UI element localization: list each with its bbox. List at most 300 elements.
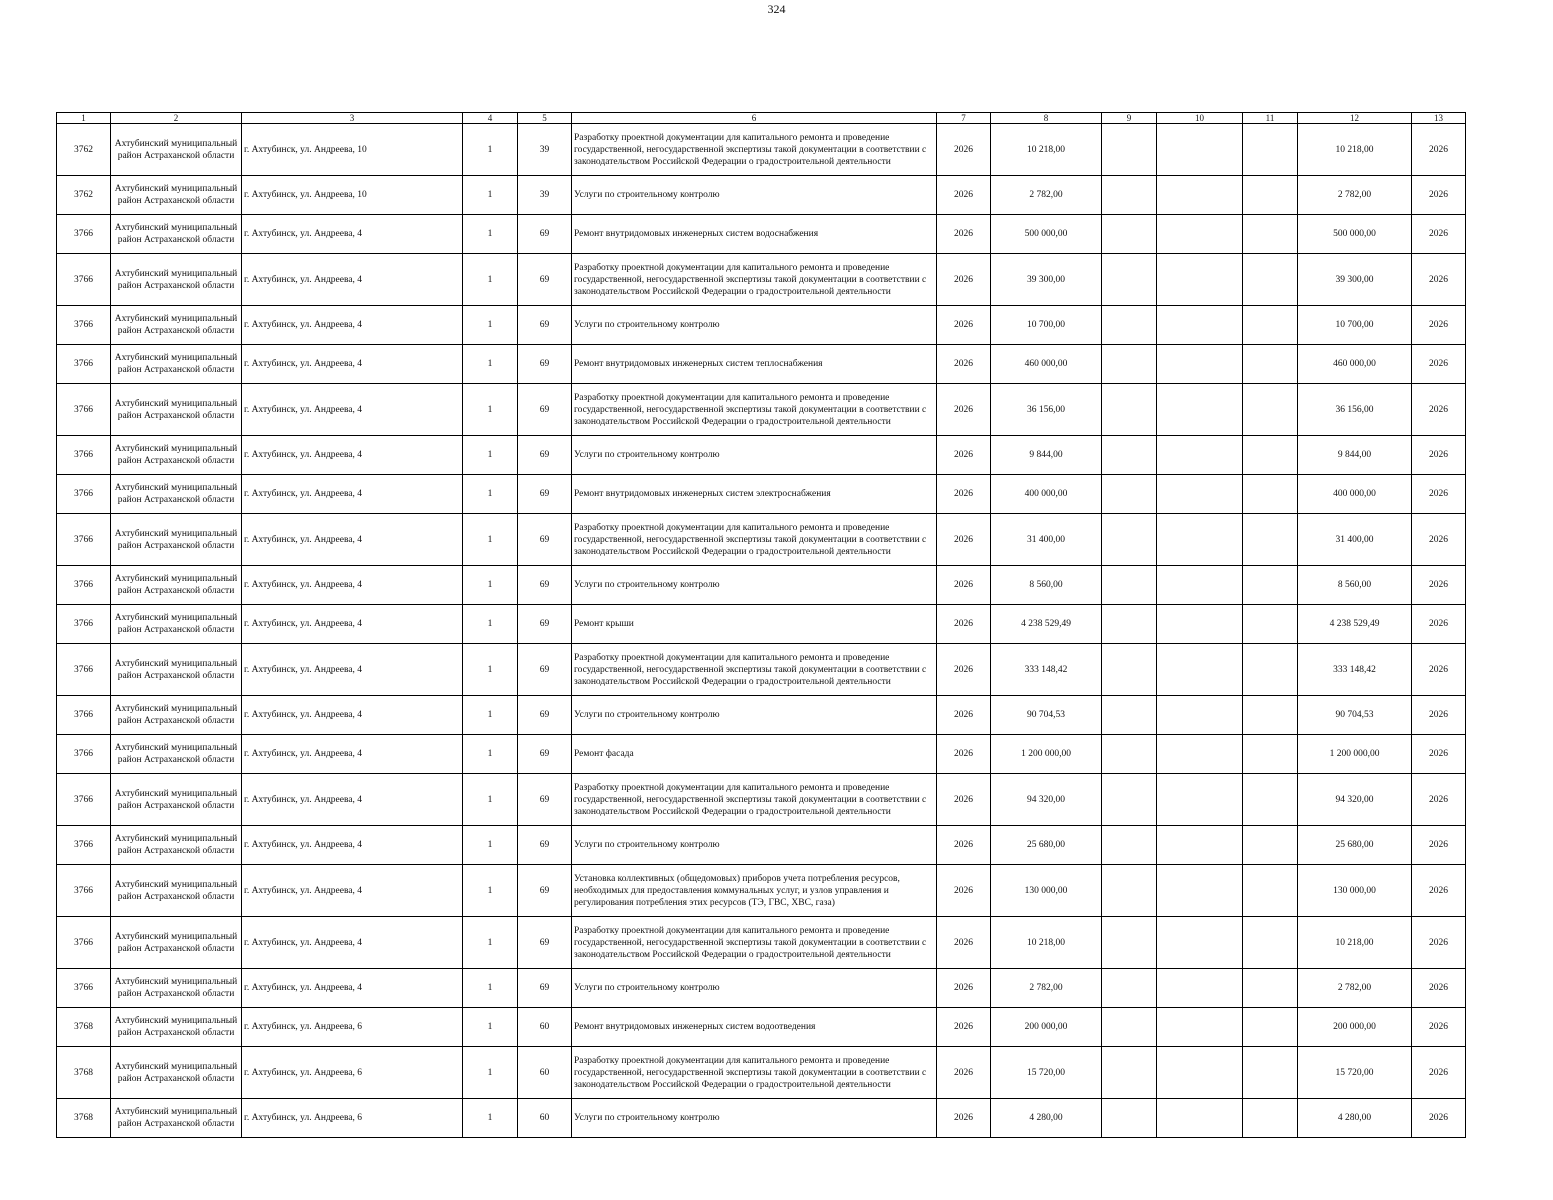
cell-address: г. Ахтубинск, ул. Андреева, 6 — [242, 1008, 463, 1047]
cell-amount: 1 200 000,00 — [991, 735, 1102, 774]
cell-amount: 25 680,00 — [991, 826, 1102, 865]
cell-col4: 1 — [463, 1099, 518, 1138]
cell-col12-amount: 8 560,00 — [1298, 566, 1412, 605]
cell-col4: 1 — [463, 735, 518, 774]
cell-col4: 1 — [463, 124, 518, 176]
cell-work-type: Услуги по строительному контролю — [572, 566, 937, 605]
cell-col11 — [1243, 514, 1298, 566]
table-row — [57, 774, 1466, 826]
cell-municipality: Ахтубинский муниципальный район Астраханской области — [111, 306, 242, 345]
cell-col13-year: 2026 — [1412, 969, 1466, 1008]
cell-municipality: Ахтубинский муниципальный район Астраханской области — [111, 475, 242, 514]
cell-col9 — [1102, 215, 1157, 254]
cell-amount: 36 156,00 — [991, 384, 1102, 436]
cell-col10 — [1157, 384, 1243, 436]
column-header: 2 — [111, 113, 242, 124]
cell-work-type: Услуги по строительному контролю — [572, 696, 937, 735]
cell-col4: 1 — [463, 215, 518, 254]
cell-col10 — [1157, 124, 1243, 176]
column-header: 1 — [57, 113, 111, 124]
cell-address: г. Ахтубинск, ул. Андреева, 4 — [242, 566, 463, 605]
cell-col11 — [1243, 917, 1298, 969]
cell-municipality: Ахтубинский муниципальный район Астраханской области — [111, 1099, 242, 1138]
cell-col12-amount: 4 238 529,49 — [1298, 605, 1412, 644]
table-row — [57, 735, 1466, 774]
table-row — [57, 1047, 1466, 1099]
cell-address: г. Ахтубинск, ул. Андреева, 4 — [242, 306, 463, 345]
cell-amount: 31 400,00 — [991, 514, 1102, 566]
cell-id: 3766 — [57, 436, 111, 475]
cell-col9 — [1102, 384, 1157, 436]
cell-col10 — [1157, 1008, 1243, 1047]
cell-amount: 9 844,00 — [991, 436, 1102, 475]
column-header: 8 — [991, 113, 1102, 124]
cell-address: г. Ахтубинск, ул. Андреева, 4 — [242, 345, 463, 384]
cell-address: г. Ахтубинск, ул. Андреева, 4 — [242, 865, 463, 917]
cell-col11 — [1243, 696, 1298, 735]
cell-col10 — [1157, 1099, 1243, 1138]
cell-col13-year: 2026 — [1412, 865, 1466, 917]
cell-municipality: Ахтубинский муниципальный район Астраханской области — [111, 774, 242, 826]
column-header: 6 — [572, 113, 937, 124]
cell-amount: 4 280,00 — [991, 1099, 1102, 1138]
cell-col10 — [1157, 865, 1243, 917]
cell-municipality: Ахтубинский муниципальный район Астраханской области — [111, 865, 242, 917]
cell-id: 3768 — [57, 1047, 111, 1099]
table-row — [57, 826, 1466, 865]
cell-col11 — [1243, 124, 1298, 176]
cell-address: г. Ахтубинск, ул. Андреева, 4 — [242, 735, 463, 774]
cell-col9 — [1102, 514, 1157, 566]
cell-col10 — [1157, 605, 1243, 644]
cell-col4: 1 — [463, 865, 518, 917]
cell-col9 — [1102, 1008, 1157, 1047]
cell-year: 2026 — [937, 826, 991, 865]
cell-col5: 69 — [518, 384, 572, 436]
cell-col11 — [1243, 475, 1298, 514]
cell-address: г. Ахтубинск, ул. Андреева, 4 — [242, 969, 463, 1008]
cell-col4: 1 — [463, 436, 518, 475]
cell-address: г. Ахтубинск, ул. Андреева, 4 — [242, 384, 463, 436]
cell-col12-amount: 460 000,00 — [1298, 345, 1412, 384]
cell-col13-year: 2026 — [1412, 215, 1466, 254]
cell-year: 2026 — [937, 1008, 991, 1047]
cell-col12-amount: 10 218,00 — [1298, 917, 1412, 969]
table-row — [57, 566, 1466, 605]
cell-col5: 69 — [518, 696, 572, 735]
column-header: 9 — [1102, 113, 1157, 124]
capital-repair-table — [56, 112, 1466, 1138]
cell-amount: 460 000,00 — [991, 345, 1102, 384]
cell-col13-year: 2026 — [1412, 1099, 1466, 1138]
cell-col12-amount: 500 000,00 — [1298, 215, 1412, 254]
cell-municipality: Ахтубинский муниципальный район Астраханской области — [111, 735, 242, 774]
cell-col11 — [1243, 254, 1298, 306]
cell-col10 — [1157, 774, 1243, 826]
cell-col11 — [1243, 969, 1298, 1008]
cell-col12-amount: 90 704,53 — [1298, 696, 1412, 735]
cell-id: 3766 — [57, 254, 111, 306]
cell-col10 — [1157, 254, 1243, 306]
cell-amount: 400 000,00 — [991, 475, 1102, 514]
cell-col5: 60 — [518, 1008, 572, 1047]
cell-work-type: Услуги по строительному контролю — [572, 176, 937, 215]
cell-id: 3768 — [57, 1008, 111, 1047]
cell-amount: 10 218,00 — [991, 124, 1102, 176]
cell-work-type: Разработку проектной документации для капитального ремонта и проведение государственной, негосударственной экспертизы такой документации в соответствии с законодательством Российской Федерации о градостроительной деятельности — [572, 514, 937, 566]
cell-col13-year: 2026 — [1412, 254, 1466, 306]
cell-work-type: Разработку проектной документации для капитального ремонта и проведение государственной, негосударственной экспертизы такой документации в соответствии с законодательством Российской Федерации о градостроительной деятельности — [572, 644, 937, 696]
cell-col9 — [1102, 345, 1157, 384]
cell-amount: 333 148,42 — [991, 644, 1102, 696]
cell-address: г. Ахтубинск, ул. Андреева, 4 — [242, 514, 463, 566]
cell-col12-amount: 94 320,00 — [1298, 774, 1412, 826]
cell-work-type: Ремонт внутридомовых инженерных систем теплоснабжения — [572, 345, 937, 384]
cell-municipality: Ахтубинский муниципальный район Астраханской области — [111, 969, 242, 1008]
cell-work-type: Ремонт внутридомовых инженерных систем водоснабжения — [572, 215, 937, 254]
cell-col9 — [1102, 969, 1157, 1008]
cell-col13-year: 2026 — [1412, 384, 1466, 436]
cell-work-type: Ремонт внутридомовых инженерных систем водоотведения — [572, 1008, 937, 1047]
cell-col5: 69 — [518, 345, 572, 384]
cell-col4: 1 — [463, 475, 518, 514]
cell-id: 3766 — [57, 917, 111, 969]
cell-col5: 69 — [518, 774, 572, 826]
cell-col9 — [1102, 254, 1157, 306]
cell-id: 3768 — [57, 1099, 111, 1138]
cell-col4: 1 — [463, 254, 518, 306]
cell-municipality: Ахтубинский муниципальный район Астраханской области — [111, 176, 242, 215]
cell-municipality: Ахтубинский муниципальный район Астраханской области — [111, 254, 242, 306]
cell-amount: 15 720,00 — [991, 1047, 1102, 1099]
cell-col12-amount: 10 218,00 — [1298, 124, 1412, 176]
cell-col4: 1 — [463, 384, 518, 436]
column-header: 5 — [518, 113, 572, 124]
cell-address: г. Ахтубинск, ул. Андреева, 4 — [242, 644, 463, 696]
cell-col13-year: 2026 — [1412, 644, 1466, 696]
cell-address: г. Ахтубинск, ул. Андреева, 10 — [242, 176, 463, 215]
cell-col13-year: 2026 — [1412, 475, 1466, 514]
cell-col10 — [1157, 644, 1243, 696]
cell-col9 — [1102, 1047, 1157, 1099]
cell-col9 — [1102, 306, 1157, 345]
table-row — [57, 1008, 1466, 1047]
cell-col4: 1 — [463, 1008, 518, 1047]
cell-col13-year: 2026 — [1412, 605, 1466, 644]
column-header: 7 — [937, 113, 991, 124]
cell-work-type: Ремонт внутридомовых инженерных систем электроснабжения — [572, 475, 937, 514]
cell-col9 — [1102, 826, 1157, 865]
cell-col12-amount: 4 280,00 — [1298, 1099, 1412, 1138]
table-row — [57, 605, 1466, 644]
cell-col4: 1 — [463, 345, 518, 384]
table-row — [57, 436, 1466, 475]
cell-work-type: Разработку проектной документации для капитального ремонта и проведение государственной, негосударственной экспертизы такой документации в соответствии с законодательством Российской Федерации о градостроительной деятельности — [572, 917, 937, 969]
table-row — [57, 306, 1466, 345]
table-row — [57, 176, 1466, 215]
cell-col10 — [1157, 696, 1243, 735]
cell-address: г. Ахтубинск, ул. Андреева, 4 — [242, 917, 463, 969]
cell-year: 2026 — [937, 774, 991, 826]
page-number: 324 — [767, 2, 786, 16]
cell-municipality: Ахтубинский муниципальный район Астраханской области — [111, 1008, 242, 1047]
column-header: 11 — [1243, 113, 1298, 124]
cell-work-type: Разработку проектной документации для капитального ремонта и проведение государственной, негосударственной экспертизы такой документации в соответствии с законодательством Российской Федерации о градостроительной деятельности — [572, 1047, 937, 1099]
cell-address: г. Ахтубинск, ул. Андреева, 10 — [242, 124, 463, 176]
cell-col13-year: 2026 — [1412, 124, 1466, 176]
cell-municipality: Ахтубинский муниципальный район Астраханской области — [111, 696, 242, 735]
cell-municipality: Ахтубинский муниципальный район Астраханской области — [111, 514, 242, 566]
cell-col4: 1 — [463, 566, 518, 605]
cell-col9 — [1102, 475, 1157, 514]
cell-col5: 69 — [518, 917, 572, 969]
cell-col9 — [1102, 124, 1157, 176]
cell-col10 — [1157, 969, 1243, 1008]
cell-col12-amount: 400 000,00 — [1298, 475, 1412, 514]
cell-year: 2026 — [937, 176, 991, 215]
cell-col4: 1 — [463, 696, 518, 735]
cell-id: 3766 — [57, 566, 111, 605]
cell-municipality: Ахтубинский муниципальный район Астраханской области — [111, 436, 242, 475]
cell-col12-amount: 333 148,42 — [1298, 644, 1412, 696]
table-body — [57, 124, 1466, 1138]
cell-year: 2026 — [937, 1047, 991, 1099]
cell-col12-amount: 2 782,00 — [1298, 969, 1412, 1008]
cell-col12-amount: 1 200 000,00 — [1298, 735, 1412, 774]
cell-year: 2026 — [937, 1099, 991, 1138]
table-row — [57, 345, 1466, 384]
table-row — [57, 475, 1466, 514]
cell-year: 2026 — [937, 514, 991, 566]
cell-id: 3766 — [57, 735, 111, 774]
cell-col9 — [1102, 605, 1157, 644]
cell-col11 — [1243, 306, 1298, 345]
cell-municipality: Ахтубинский муниципальный район Астраханской области — [111, 826, 242, 865]
cell-amount: 130 000,00 — [991, 865, 1102, 917]
cell-year: 2026 — [937, 436, 991, 475]
table-row — [57, 254, 1466, 306]
cell-amount: 2 782,00 — [991, 176, 1102, 215]
cell-col5: 69 — [518, 436, 572, 475]
cell-id: 3766 — [57, 696, 111, 735]
cell-municipality: Ахтубинский муниципальный район Астраханской области — [111, 1047, 242, 1099]
cell-col10 — [1157, 566, 1243, 605]
cell-col10 — [1157, 345, 1243, 384]
cell-id: 3766 — [57, 345, 111, 384]
cell-municipality: Ахтубинский муниципальный район Астраханской области — [111, 215, 242, 254]
cell-address: г. Ахтубинск, ул. Андреева, 4 — [242, 436, 463, 475]
cell-year: 2026 — [937, 215, 991, 254]
cell-year: 2026 — [937, 969, 991, 1008]
cell-municipality: Ахтубинский муниципальный район Астраханской области — [111, 917, 242, 969]
cell-col5: 69 — [518, 826, 572, 865]
table-row — [57, 644, 1466, 696]
cell-col9 — [1102, 696, 1157, 735]
cell-municipality: Ахтубинский муниципальный район Астраханской области — [111, 124, 242, 176]
cell-col13-year: 2026 — [1412, 917, 1466, 969]
cell-col5: 69 — [518, 475, 572, 514]
cell-amount: 10 218,00 — [991, 917, 1102, 969]
cell-id: 3766 — [57, 514, 111, 566]
cell-col9 — [1102, 176, 1157, 215]
cell-id: 3766 — [57, 215, 111, 254]
cell-amount: 90 704,53 — [991, 696, 1102, 735]
cell-col10 — [1157, 514, 1243, 566]
cell-municipality: Ахтубинский муниципальный район Астраханской области — [111, 345, 242, 384]
cell-work-type: Установка коллективных (общедомовых) приборов учета потребления ресурсов, необходимых для предоставления коммунальных услуг, и узлов управления и регулирования потребления этих ресурсов (ТЭ, ГВС, ХВС, газа) — [572, 865, 937, 917]
cell-col9 — [1102, 644, 1157, 696]
cell-amount: 200 000,00 — [991, 1008, 1102, 1047]
cell-col4: 1 — [463, 1047, 518, 1099]
cell-address: г. Ахтубинск, ул. Андреева, 4 — [242, 774, 463, 826]
table-row — [57, 865, 1466, 917]
cell-col5: 69 — [518, 514, 572, 566]
cell-address: г. Ахтубинск, ул. Андреева, 6 — [242, 1047, 463, 1099]
cell-col13-year: 2026 — [1412, 436, 1466, 475]
table-row — [57, 696, 1466, 735]
cell-col4: 1 — [463, 969, 518, 1008]
cell-col5: 69 — [518, 644, 572, 696]
cell-col5: 69 — [518, 735, 572, 774]
cell-col12-amount: 130 000,00 — [1298, 865, 1412, 917]
cell-col10 — [1157, 215, 1243, 254]
cell-col10 — [1157, 735, 1243, 774]
cell-amount: 8 560,00 — [991, 566, 1102, 605]
cell-municipality: Ахтубинский муниципальный район Астраханской области — [111, 644, 242, 696]
cell-amount: 2 782,00 — [991, 969, 1102, 1008]
cell-col12-amount: 2 782,00 — [1298, 176, 1412, 215]
column-number-row — [57, 113, 1466, 124]
cell-work-type: Разработку проектной документации для капитального ремонта и проведение государственной, негосударственной экспертизы такой документации в соответствии с законодательством Российской Федерации о градостроительной деятельности — [572, 384, 937, 436]
cell-col5: 69 — [518, 254, 572, 306]
cell-col12-amount: 10 700,00 — [1298, 306, 1412, 345]
cell-year: 2026 — [937, 384, 991, 436]
cell-col9 — [1102, 917, 1157, 969]
cell-col13-year: 2026 — [1412, 566, 1466, 605]
cell-col5: 60 — [518, 1099, 572, 1138]
column-header: 4 — [463, 113, 518, 124]
cell-col11 — [1243, 384, 1298, 436]
cell-col10 — [1157, 436, 1243, 475]
cell-col4: 1 — [463, 826, 518, 865]
cell-amount: 4 238 529,49 — [991, 605, 1102, 644]
cell-col13-year: 2026 — [1412, 735, 1466, 774]
table-row — [57, 215, 1466, 254]
cell-id: 3762 — [57, 176, 111, 215]
cell-year: 2026 — [937, 254, 991, 306]
cell-col13-year: 2026 — [1412, 774, 1466, 826]
cell-col11 — [1243, 644, 1298, 696]
cell-col12-amount: 25 680,00 — [1298, 826, 1412, 865]
cell-col5: 69 — [518, 215, 572, 254]
cell-id: 3766 — [57, 384, 111, 436]
cell-work-type: Ремонт фасада — [572, 735, 937, 774]
cell-col5: 69 — [518, 605, 572, 644]
cell-work-type: Услуги по строительному контролю — [572, 1099, 937, 1138]
column-header: 10 — [1157, 113, 1243, 124]
cell-col13-year: 2026 — [1412, 176, 1466, 215]
cell-year: 2026 — [937, 917, 991, 969]
cell-col12-amount: 39 300,00 — [1298, 254, 1412, 306]
cell-col11 — [1243, 774, 1298, 826]
cell-col9 — [1102, 1099, 1157, 1138]
cell-municipality: Ахтубинский муниципальный район Астраханской области — [111, 605, 242, 644]
cell-year: 2026 — [937, 735, 991, 774]
cell-work-type: Услуги по строительному контролю — [572, 969, 937, 1008]
cell-year: 2026 — [937, 124, 991, 176]
cell-col9 — [1102, 735, 1157, 774]
cell-municipality: Ахтубинский муниципальный район Астраханской области — [111, 566, 242, 605]
cell-col9 — [1102, 774, 1157, 826]
cell-col10 — [1157, 1047, 1243, 1099]
cell-col13-year: 2026 — [1412, 345, 1466, 384]
cell-col11 — [1243, 436, 1298, 475]
cell-amount: 10 700,00 — [991, 306, 1102, 345]
table-row — [57, 514, 1466, 566]
cell-col11 — [1243, 865, 1298, 917]
cell-col4: 1 — [463, 605, 518, 644]
cell-col5: 69 — [518, 566, 572, 605]
table-row — [57, 384, 1466, 436]
cell-year: 2026 — [937, 865, 991, 917]
cell-amount: 39 300,00 — [991, 254, 1102, 306]
cell-col10 — [1157, 826, 1243, 865]
cell-address: г. Ахтубинск, ул. Андреева, 4 — [242, 254, 463, 306]
cell-col12-amount: 15 720,00 — [1298, 1047, 1412, 1099]
cell-amount: 500 000,00 — [991, 215, 1102, 254]
cell-col5: 39 — [518, 176, 572, 215]
column-header: 13 — [1412, 113, 1466, 124]
cell-address: г. Ахтубинск, ул. Андреева, 4 — [242, 215, 463, 254]
cell-address: г. Ахтубинск, ул. Андреева, 4 — [242, 696, 463, 735]
cell-work-type: Разработку проектной документации для капитального ремонта и проведение государственной, негосударственной экспертизы такой документации в соответствии с законодательством Российской Федерации о градостроительной деятельности — [572, 254, 937, 306]
cell-col13-year: 2026 — [1412, 1008, 1466, 1047]
cell-col13-year: 2026 — [1412, 826, 1466, 865]
cell-year: 2026 — [937, 306, 991, 345]
cell-work-type: Услуги по строительному контролю — [572, 826, 937, 865]
table-row — [57, 917, 1466, 969]
cell-col11 — [1243, 735, 1298, 774]
cell-col4: 1 — [463, 514, 518, 566]
cell-work-type: Разработку проектной документации для капитального ремонта и проведение государственной, негосударственной экспертизы такой документации в соответствии с законодательством Российской Федерации о градостроительной деятельности — [572, 774, 937, 826]
column-header: 3 — [242, 113, 463, 124]
table-row — [57, 1099, 1466, 1138]
cell-col11 — [1243, 566, 1298, 605]
cell-col11 — [1243, 176, 1298, 215]
cell-year: 2026 — [937, 605, 991, 644]
cell-id: 3766 — [57, 774, 111, 826]
cell-col11 — [1243, 1047, 1298, 1099]
cell-id: 3762 — [57, 124, 111, 176]
cell-col13-year: 2026 — [1412, 306, 1466, 345]
cell-col12-amount: 9 844,00 — [1298, 436, 1412, 475]
cell-col10 — [1157, 917, 1243, 969]
cell-col12-amount: 36 156,00 — [1298, 384, 1412, 436]
cell-id: 3766 — [57, 969, 111, 1008]
cell-col5: 69 — [518, 306, 572, 345]
cell-address: г. Ахтубинск, ул. Андреева, 4 — [242, 826, 463, 865]
cell-address: г. Ахтубинск, ул. Андреева, 4 — [242, 605, 463, 644]
cell-year: 2026 — [937, 696, 991, 735]
cell-col4: 1 — [463, 176, 518, 215]
cell-col10 — [1157, 475, 1243, 514]
column-header: 12 — [1298, 113, 1412, 124]
cell-work-type: Ремонт крыши — [572, 605, 937, 644]
cell-address: г. Ахтубинск, ул. Андреева, 4 — [242, 475, 463, 514]
cell-col5: 69 — [518, 865, 572, 917]
cell-col11 — [1243, 605, 1298, 644]
cell-work-type: Разработку проектной документации для капитального ремонта и проведение государственной, негосударственной экспертизы такой документации в соответствии с законодательством Российской Федерации о градостроительной деятельности — [572, 124, 937, 176]
